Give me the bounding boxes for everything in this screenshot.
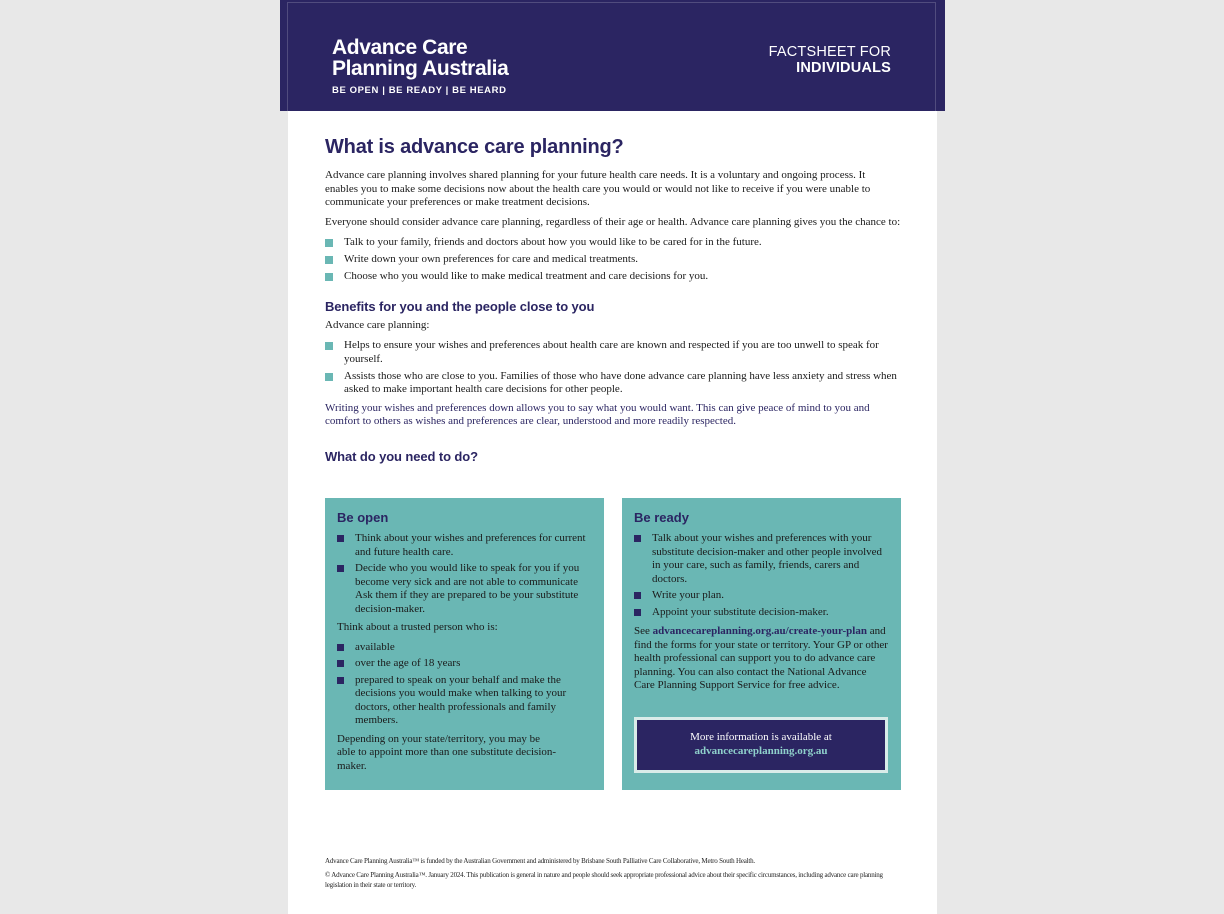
bullet-square-icon xyxy=(325,239,333,247)
list-item-text: Talk about your wishes and preferences with your substitute decision-maker and other people involved in your care, such as family, friends, carers and doctors. xyxy=(652,532,883,585)
see-paragraph xyxy=(634,625,889,693)
list-item xyxy=(325,270,901,284)
chance-list xyxy=(325,236,901,284)
header-frame xyxy=(287,2,936,111)
factsheet-for: FACTSHEET FOR xyxy=(768,44,891,60)
list-item xyxy=(337,562,592,616)
see-rest: and find the forms for your state or territory. Your GP or other health professional can support you to do advance care planning. You can also contact the National Advance Care Planning Support Service for free advice. xyxy=(634,625,888,691)
header-banner xyxy=(280,0,945,111)
list-item xyxy=(634,606,889,620)
factsheet-label xyxy=(769,44,891,76)
be-ready-list xyxy=(634,532,889,619)
intro-paragraph-1: Advance care planning involves shared planning for your future health care needs. It is a voluntary and ongoing process. It enables you to make some decisions now about the health care you would or would not like to receive if you were unable to communicate your preferences or make treatment decisions. xyxy=(325,169,871,208)
bullet-square-icon xyxy=(337,535,344,542)
create-plan-link[interactable]: advancecareplanning.org.au/create-your-plan xyxy=(652,625,867,637)
trusted-list xyxy=(337,641,592,728)
list-item xyxy=(337,657,592,671)
list-item-text: Decide who you would like to speak for you if you become very sick and are not able to communicate Ask them if they are prepared to be your substitute decision-maker. xyxy=(355,562,580,615)
list-item-text: Choose who you would like to make medical treatment and care decisions for you. xyxy=(344,270,709,282)
main-content xyxy=(325,136,901,464)
action-boxes xyxy=(325,498,901,790)
bullet-square-icon xyxy=(325,273,333,281)
more-info-text: More information is available at xyxy=(690,731,832,743)
emphasis-paragraph: Writing your wishes and preferences down allows you to say what you would want. This can give peace of mind to you and comfort to others as wishes and preferences are clear, understood and more readily respected. xyxy=(325,401,870,427)
list-item xyxy=(325,253,901,267)
bullet-square-icon xyxy=(325,373,333,381)
list-item-text: Assists those who are close to you. Families of those who have done advance care planning have less anxiety and stress when asked to make important health care decisions for other people. xyxy=(344,369,897,395)
be-open-box xyxy=(325,498,604,790)
be-open-list xyxy=(337,532,592,616)
bullet-square-icon xyxy=(634,609,641,616)
list-item-text: Think about your wishes and preferences for current and future health care. xyxy=(355,532,586,558)
list-item-text: Helps to ensure your wishes and preferences about health care are known and respected if you are too unwell to speak for yourself. xyxy=(344,339,879,365)
list-item-text: prepared to speak on your behalf and make the decisions you would make when talking to your doctors, other health professionals and family members. xyxy=(355,673,567,726)
be-open-heading: Be open xyxy=(337,510,389,525)
list-item xyxy=(325,339,901,366)
list-item-text: over the age of 18 years xyxy=(355,657,461,669)
bullet-square-icon xyxy=(325,342,333,350)
trusted-intro: Think about a trusted person who is: xyxy=(337,621,498,633)
logo-tagline: BE OPEN | BE READY | BE HEARD xyxy=(332,85,507,96)
list-item xyxy=(337,641,592,655)
be-ready-box xyxy=(622,498,901,790)
bullet-square-icon xyxy=(337,565,344,572)
see-prefix: See xyxy=(634,625,650,637)
more-info-box xyxy=(634,717,888,773)
benefits-heading: Benefits for you and the people close to you xyxy=(325,298,595,314)
bullet-square-icon xyxy=(337,677,344,684)
bullet-square-icon xyxy=(325,256,333,264)
be-open-closing: Depending on your state/territory, you may be able to appoint more than one substitute decision-maker. xyxy=(337,732,557,772)
bullet-square-icon xyxy=(337,660,344,667)
list-item xyxy=(337,532,592,559)
list-item xyxy=(325,236,901,250)
list-item-text: available xyxy=(355,640,395,653)
bullet-square-icon xyxy=(634,592,641,599)
todo-heading: What do you need to do? xyxy=(325,448,478,464)
list-item xyxy=(337,674,592,728)
be-ready-heading: Be ready xyxy=(634,510,689,525)
bullet-square-icon xyxy=(634,535,641,542)
list-item-text: Talk to your family, friends and doctors about how you would like to be cared for in the future. xyxy=(344,236,762,248)
list-item xyxy=(325,370,901,397)
list-item xyxy=(634,589,889,603)
list-item xyxy=(634,532,889,586)
footer-funding: Advance Care Planning Australia™ is funded by the Australian Government and administered by Brisbane South Palliative Care Collaborative, Metro South Health. xyxy=(325,857,755,865)
page-title: What is advance care planning? xyxy=(325,136,624,158)
acpa-logo xyxy=(332,37,508,96)
footer xyxy=(325,856,901,890)
footer-copyright: © Advance Care Planning Australia™. January 2024. This publication is general in nature and people should seek appropriate professional advice about their specific circumstances, including advance care planning legislation in their state or territory. xyxy=(325,871,883,889)
logo-line-2: Planning Australia xyxy=(332,57,509,80)
logo-line-1: Advance Care xyxy=(332,36,468,59)
bullet-square-icon xyxy=(337,644,344,651)
intro-paragraph-2: Everyone should consider advance care planning, regardless of their age or health. Advance care planning gives you the chance to: xyxy=(325,215,901,228)
benefits-intro: Advance care planning: xyxy=(325,318,430,331)
list-item-text: Write your plan. xyxy=(652,589,724,601)
more-info-link[interactable]: advancecareplanning.org.au xyxy=(694,745,828,757)
list-item-text: Write down your own preferences for care and medical treatments. xyxy=(344,253,638,265)
list-item-text: Appoint your substitute decision-maker. xyxy=(652,605,829,618)
factsheet-audience: INDIVIDUALS xyxy=(796,60,891,76)
benefits-list xyxy=(325,339,901,397)
